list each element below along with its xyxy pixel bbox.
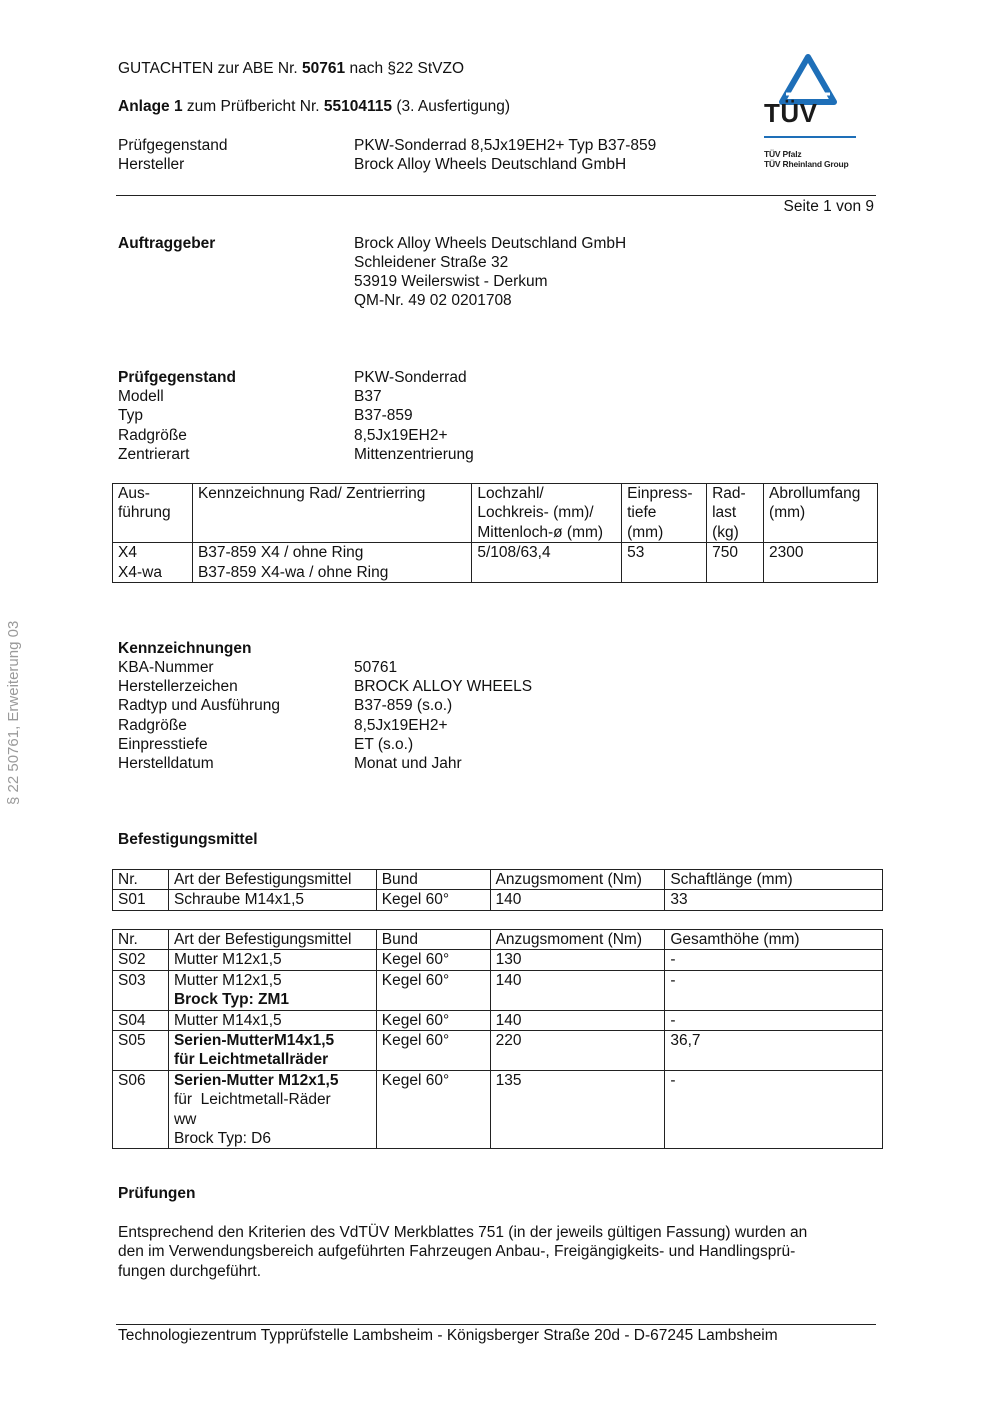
bolt-table (112, 869, 883, 911)
pg-value: 8,5Jx19EH2+ (354, 427, 448, 444)
pg-value: PKW-Sonderrad (354, 369, 467, 386)
cell-radlast: 750 (707, 543, 764, 583)
cell-nr: S06 (113, 1070, 169, 1149)
logo-sub2: TÜV Rheinland Group (764, 158, 849, 169)
header-cell: Lochzahl/ Lochkreis- (mm)/ Mittenloch-ø (mm) (472, 484, 622, 543)
side-margin-text: § 22 50761, Erweiterung 03 (5, 620, 22, 805)
cell-lochzahl: 5/108/63,4 (472, 543, 622, 583)
table-row (113, 890, 883, 910)
bolt-table-header (113, 870, 883, 890)
report-title (118, 59, 464, 78)
cell-gesamthoehe: - (665, 970, 883, 1010)
cell-bund: Kegel 60° (376, 890, 490, 910)
header-cell: Anzugsmoment (Nm) (490, 870, 665, 890)
cell-art: Mutter M14x1,5 (168, 1010, 376, 1030)
auftraggeber-label: Auftraggeber (118, 235, 216, 252)
cell-gesamthoehe: - (665, 950, 883, 970)
header-cell: Abrollumfang (mm) (764, 484, 878, 543)
page-number: Seite 1 von 9 (783, 198, 874, 215)
auftraggeber-line: Schleidener Straße 32 (354, 254, 509, 271)
cell-schaftlaenge: 33 (665, 890, 883, 910)
pg-value: B37-859 (354, 407, 413, 424)
header-cell: Bund (376, 870, 490, 890)
table-row (113, 1070, 883, 1149)
kz-value: 50761 (354, 659, 398, 676)
cell-bund: Kegel 60° (376, 950, 490, 970)
tuv-logo (758, 52, 862, 170)
cell-ausfuehrung: X4 X4-wa (113, 543, 193, 583)
header-cell: Schaftlänge (mm) (665, 870, 883, 890)
auftraggeber-line: Brock Alloy Wheels Deutschland GmbH (354, 235, 627, 252)
kz-value: ET (s.o.) (354, 736, 414, 753)
pg-label: Radgröße (118, 427, 187, 444)
pruefungen-title: Prüfungen (118, 1185, 196, 1202)
cell-gesamthoehe: 36,7 (665, 1031, 883, 1071)
kennzeichnungen-title: Kennzeichnungen (118, 640, 252, 657)
cell-kennzeichnung: B37-859 X4 / ohne Ring B37-859 X4-wa / ohne Ring (192, 543, 471, 583)
title-prefix: GUTACHTEN zur ABE Nr. (118, 60, 298, 77)
cell-moment: 130 (490, 950, 665, 970)
kz-label: KBA-Nummer (118, 659, 214, 676)
title-suffix: nach §22 StVZO (349, 60, 465, 77)
cell-nr: S03 (113, 970, 169, 1010)
cell-nr: S05 (113, 1031, 169, 1071)
pruefungen-line: Entsprechend den Kriterien des VdTÜV Merkblattes 751 (in der jeweils gültigen Fassung) wurden an (118, 1224, 808, 1241)
header-cell: Einpress- tiefe (mm) (622, 484, 707, 543)
cell-gesamthoehe: - (665, 1070, 883, 1149)
cell-art: Mutter M12x1,5 Brock Typ: ZM1 (168, 970, 376, 1010)
footer-text: Technologiezentrum Typprüfstelle Lambsheim - Königsberger Straße 20d - D-67245 Lambsheim (118, 1327, 778, 1344)
cell-einpresstiefe: 53 (622, 543, 707, 583)
table-row (113, 1010, 883, 1030)
cell-moment: 135 (490, 1070, 665, 1149)
auftraggeber-line: QM-Nr. 49 02 0201708 (354, 292, 512, 309)
header-value-hersteller: Brock Alloy Wheels Deutschland GmbH (354, 156, 627, 173)
table-row (113, 1031, 883, 1071)
header-cell: Gesamthöhe (mm) (665, 930, 883, 950)
cell-gesamthoehe: - (665, 1010, 883, 1030)
pruefbericht-number: 55104115 (323, 98, 392, 115)
header-cell: Art der Befestigungsmittel (168, 870, 376, 890)
cell-bund: Kegel 60° (376, 1070, 490, 1149)
subtitle-suffix: (3. Ausfertigung) (396, 98, 511, 115)
cell-moment: 220 (490, 1031, 665, 1071)
cell-nr: S01 (113, 890, 169, 910)
header-label-pruefgegenstand: Prüfgegenstand (118, 137, 228, 154)
pg-value: B37 (354, 388, 382, 405)
auftraggeber-line: 53919 Weilerswist - Derkum (354, 273, 548, 290)
header-label-hersteller: Hersteller (118, 156, 185, 173)
cell-bund: Kegel 60° (376, 970, 490, 1010)
header-cell: Aus- führung (113, 484, 193, 543)
subtitle-mid: zum Prüfbericht Nr. (186, 98, 320, 115)
pg-label: Modell (118, 388, 164, 405)
logo-rule (764, 136, 856, 138)
kz-label: Herstelldatum (118, 755, 214, 772)
pruefungen-line: fungen durchgeführt. (118, 1263, 262, 1280)
kz-label: Herstellerzeichen (118, 678, 238, 695)
header-cell: Kennzeichnung Rad/ Zentrierring (192, 484, 471, 543)
header-cell: Art der Befestigungsmittel (168, 930, 376, 950)
report-subtitle (118, 97, 510, 116)
kz-value: Monat und Jahr (354, 755, 462, 772)
header-value-pruefgegenstand: PKW-Sonderrad 8,5Jx19EH2+ Typ B37-859 (354, 137, 657, 154)
pg-label: Zentrierart (118, 446, 190, 463)
cell-moment: 140 (490, 890, 665, 910)
logo-sub1: TÜV Pfalz (764, 149, 802, 159)
abe-number: 50761 (302, 60, 346, 77)
wheel-table (112, 483, 878, 583)
cell-art: Serien-Mutter M12x1,5 für Leichtmetall-Räder ww Brock Typ: D6 (168, 1070, 376, 1149)
kz-label: Einpresstiefe (118, 736, 208, 753)
nut-table (112, 929, 883, 1149)
header-cell: Anzugsmoment (Nm) (490, 930, 665, 950)
nut-table-header (113, 930, 883, 950)
header-cell: Nr. (113, 930, 169, 950)
kz-label: Radtyp und Ausführung (118, 697, 281, 714)
logo-text: TÜV (764, 98, 818, 128)
table-row (113, 950, 883, 970)
cell-art: Serien-MutterM14x1,5 für Leichtmetallräder (168, 1031, 376, 1071)
pg-value: Mittenzentrierung (354, 446, 474, 463)
kz-value: BROCK ALLOY WHEELS (354, 678, 533, 695)
cell-abrollumfang: 2300 (764, 543, 878, 583)
footer-divider (116, 1324, 876, 1325)
header-cell: Nr. (113, 870, 169, 890)
header-cell: Rad- last (kg) (707, 484, 764, 543)
kz-value: B37-859 (s.o.) (354, 697, 453, 714)
cell-moment: 140 (490, 970, 665, 1010)
cell-bund: Kegel 60° (376, 1031, 490, 1071)
anlage-label: Anlage 1 (118, 98, 183, 115)
kz-label: Radgröße (118, 717, 187, 734)
kz-value: 8,5Jx19EH2+ (354, 717, 448, 734)
cell-art: Schraube M14x1,5 (168, 890, 376, 910)
pg-label: Prüfgegenstand (118, 369, 236, 386)
cell-moment: 140 (490, 1010, 665, 1030)
befestigung-title: Befestigungsmittel (118, 831, 258, 848)
pruefungen-line: den im Verwendungsbereich aufgeführten Fahrzeugen Anbau-, Freigängigkeits- und Handlingsprü- (118, 1243, 796, 1260)
cell-art: Mutter M12x1,5 (168, 950, 376, 970)
header-divider (116, 195, 876, 196)
pg-label: Typ (118, 407, 143, 424)
table-row (113, 543, 878, 583)
cell-nr: S04 (113, 1010, 169, 1030)
table-row (113, 970, 883, 1010)
cell-bund: Kegel 60° (376, 1010, 490, 1030)
cell-nr: S02 (113, 950, 169, 970)
logo-subtitle (764, 150, 849, 169)
wheel-table-header (113, 484, 878, 543)
header-cell: Bund (376, 930, 490, 950)
